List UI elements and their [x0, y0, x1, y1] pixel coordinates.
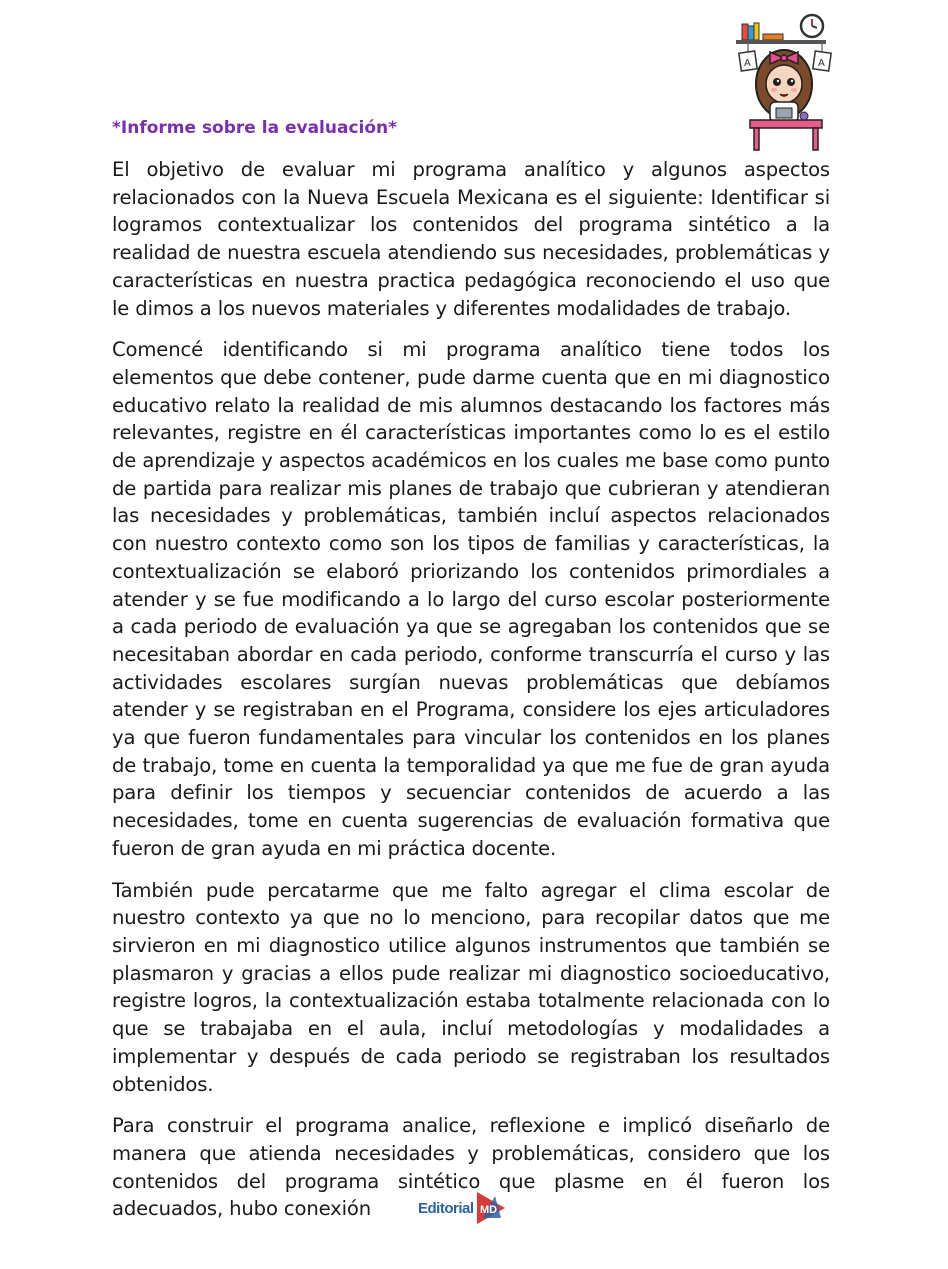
teacher-cartoon-illustration — [730, 12, 842, 152]
section-heading: *Informe sobre la evaluación* — [112, 118, 398, 138]
paragraph-2: Comencé identificando si mi programa analítico tiene todos los elementos que debe contener, pude darme cuenta que en mi diagnostico educativo relato la realidad de mis alumnos destacando los factores más relevantes, registre en él características importantes como lo es el estilo de aprendizaje y aspectos académicos en los cuales me base como punto de partida para realizar mis planes de trabajo que cubrieran y atendieran las necesidades y problemáticas, también incluí aspectos relacionados con nuestro contexto como son los tipos de familias y características, la contextualización se elaboró priorizando los contenidos primordiales a atender y se fue modificando a lo largo del curso escolar posteriormente a cada periodo de evaluación ya que se agregaban los contenidos que se necesitaban abordar en cada periodo, conforme transcurría el curso y las actividades escolares surgían nuevas problemáticas que debíamos atender y se registraban en el Programa, considere los ejes articuladores ya que fueron fundamentales para vincular los contenidos en los planes de trabajo, tome en cuenta la temporalidad ya que me fue de gran ayuda para definir los tiempos y secuenciar contenidos de acuerdo a las necesidades, tome en cuenta sugerencias de evaluación formativa que fueron de gran ayuda en mi práctica docente. — [112, 338, 830, 860]
report-body — [112, 156, 830, 1237]
paragraph-4: Para construir el programa analice, reflexione e implicó diseñarlo de manera que atienda necesidades y problemáticas, considero que los contenidos del programa sintético que plasme en él fueron los adecuados, hubo conexión — [112, 1114, 830, 1221]
editorial-md-logo — [418, 1188, 509, 1228]
logo-text: Editorial — [418, 1199, 474, 1217]
paragraph-1: El objetivo de evaluar mi programa analítico y algunos aspectos relacionados con la Nueva Escuela Mexicana es el siguiente: Identificar si logramos contextualizar los contenidos del programa sintético a la realidad de nuestra escuela atendiendo sus necesidades, problemáticas y características en nuestra practica pedagógica reconociendo el uso que le dimos a los nuevos materiales y diferentes modalidades de trabajo. — [112, 158, 830, 320]
md-logo-mark-icon — [475, 1188, 509, 1228]
svg-text:A: A — [818, 58, 825, 69]
paragraph-3: También pude percatarme que me falto agregar el clima escolar de nuestro contexto ya que no lo menciono, para recopilar datos que me sirvieron en mi diagnostico utilice algunos instrumentos que también se plasmaron y gracias a ellos pude realizar mi diagnostico socioeducativo, registre logros, la contextualización estaba totalmente relacionada con lo que se trabajaba en el aula, incluí metodologías y modalidades a implementar y después de cada periodo se registraban los resultados obtenidos. — [112, 878, 830, 1096]
svg-text:A: A — [744, 58, 751, 69]
logo-mark-text: MD — [479, 1204, 497, 1216]
